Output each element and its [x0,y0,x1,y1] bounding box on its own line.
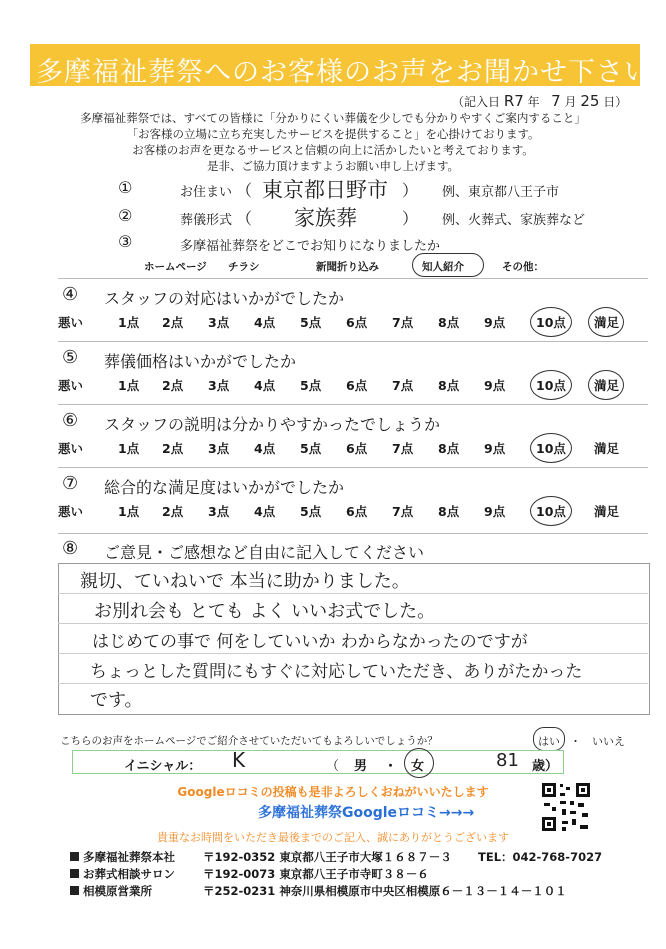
office-hq [70,849,452,865]
rating-option[interactable]: 4点 [254,378,276,393]
q1-open-paren: （ [236,181,253,200]
rating-option[interactable]: 5点 [300,315,322,330]
q3-option-referral: 知人紹介 [422,261,464,273]
comment-rule [58,593,648,594]
comment-rule [58,683,648,684]
section-divider [58,278,648,279]
q1-example: 例、東京都八王子市 [442,185,560,200]
rating-option[interactable]: 1点 [118,315,140,330]
comment-line-5: です。 [90,690,143,711]
rating-option[interactable]: 8点 [438,315,460,330]
q3-label: 多摩福祉葬祭をどこでお知りになりましたか [180,239,441,254]
q2-answer: 家族葬 [294,206,357,230]
rating-option[interactable]: 3点 [208,378,230,393]
rating-option[interactable]: 2点 [162,504,184,519]
rating-option[interactable]: 2点 [162,315,184,330]
publish-no: いいえ [592,735,625,748]
office-salon [70,866,429,882]
google-review-link[interactable]: 多摩福祉葬祭Googleロコミ→→→ [258,805,475,821]
office-sagamihara [70,883,567,899]
rating-question-number: ⑥ [62,410,79,431]
comment-line-2: お別れ会も とても よく いいお式でした。 [94,601,436,622]
rating-option[interactable]: 6点 [346,504,368,519]
rating-option[interactable]: 7点 [392,315,414,330]
rating-option[interactable]: 悪い [58,378,84,393]
rating-option[interactable]: 2点 [162,378,184,393]
rating-option[interactable]: 10点 [536,315,566,330]
office-postal: 〒252-0231 [203,884,276,898]
q8-title: ご意見・ご感想など自由に記入してください [104,543,425,562]
section-divider [58,404,648,405]
comment-line-4: ちょっとした質問にもすぐに対応していただき、ありがたかった [90,662,583,682]
initial-open-paren: （ [326,759,340,774]
office-name: 多摩福祉葬祭本社 [83,850,175,864]
section-divider-8 [58,533,648,534]
rating-option[interactable]: 5点 [300,504,322,519]
gender-dot: ・ [384,759,398,774]
q3-option-homepage: ホームページ [144,261,207,273]
q1-answer: 東京都日野市 [262,178,388,202]
rating-option[interactable]: 9点 [484,315,506,330]
rating-option[interactable]: 9点 [484,441,506,456]
rating-question-number: ④ [62,284,79,305]
gender-male: 男 [354,759,368,774]
date-day-label: 日） [603,95,628,109]
rating-option[interactable]: 4点 [254,315,276,330]
gender-female: 女 [411,759,425,774]
form-title: 多摩福祉葬祭へのお客様のお声をお聞かせ下さい [36,57,652,88]
rating-question-title: スタッフの対応はいかがでしたか [104,289,345,308]
rating-option[interactable]: 4点 [254,441,276,456]
rating-option[interactable]: 満足 [594,441,620,456]
comment-line-3: はじめての事で 何をしていいか わからなかったのですが [92,632,528,652]
rating-option[interactable]: 8点 [438,441,460,456]
office-address: 東京都八王子市大塚１６８７－３ [279,850,452,864]
q2-example: 例、火葬式、家族葬など [442,213,586,228]
q2-number: ② [118,206,133,225]
rating-option[interactable]: 9点 [484,504,506,519]
publish-question: こちらのお声をホームページでご紹介させていただいてもよろしいでしょうか？ [60,735,438,747]
q2-label: 葬儀形式 [180,213,233,228]
date-year-label: 年 [527,95,540,109]
office-address: 東京都八王子市寺町３８－６ [279,867,429,881]
q3-number: ③ [118,232,133,251]
rating-option[interactable]: 4点 [254,504,276,519]
rating-option[interactable]: 10点 [536,441,566,456]
date-day: 25 [580,92,600,110]
date-era: R7 [503,92,524,110]
qr-code-icon[interactable] [540,781,592,833]
rating-option[interactable]: 満足 [594,315,620,330]
google-review-request: Googleロコミの投稿も是非よろしくおねがいいたします [177,785,489,799]
age-label: 歳） [532,759,559,774]
rating-option[interactable]: 悪い [58,441,84,456]
rating-option[interactable]: 6点 [346,315,368,330]
rating-option[interactable]: 悪い [58,504,84,519]
office-postal: 〒192-0073 [203,867,276,881]
office-name: 相模原営業所 [83,884,152,898]
q3-option-other: その他： [502,261,544,273]
entry-date [452,92,627,110]
rating-question-title: 葬儀価格はいかがでしたか [104,352,297,371]
q2-close-paren: ） [402,209,419,228]
rating-question-title: 総合的な満足度はいかがでしたか [104,478,345,497]
rating-option[interactable]: 2点 [162,441,184,456]
date-month: 7 [551,92,561,110]
comment-rule [58,623,648,624]
date-month-label: 月 [564,95,577,109]
rating-question-number: ⑤ [62,347,79,368]
rating-option[interactable]: 7点 [392,441,414,456]
intro-line-2: 「お客様の立場に立ち充実したサービスを提供すること」を心掛けております。 [126,127,540,141]
square-bullet-icon [70,869,79,878]
rating-option[interactable]: 1点 [118,504,140,519]
section-divider [58,341,648,342]
rating-option[interactable]: 3点 [208,441,230,456]
office-address: 神奈川県相模原市中央区相模原６－１３－１４－１０１ [279,884,567,898]
office-name: お葬式相談サロン [83,867,175,881]
initial-label: イニシャル： [124,759,202,774]
publish-yes: はい [538,735,560,748]
rating-option[interactable]: 5点 [300,441,322,456]
rating-option[interactable]: 悪い [58,315,84,330]
intro-line-4: 是非、ご協力頂けますようお願い申し上げます。 [206,159,460,173]
q1-label: お住まい [180,185,233,200]
rating-option[interactable]: 7点 [392,378,414,393]
date-prefix: （記入日 [452,95,501,109]
square-bullet-icon [70,852,79,861]
rating-option[interactable]: 10点 [536,504,566,519]
rating-option[interactable]: 10点 [536,378,566,393]
office-postal: 〒192-0352 [203,850,276,864]
rating-option[interactable]: 7点 [392,504,414,519]
intro-line-3: お客様のお声を更なるサービスと信頼の向上に活かしたいと考えております。 [132,143,534,157]
thanks-message: 貴重なお時間をいただき最後までのご記入、誠にありがとうございます [157,831,509,844]
rating-option[interactable]: 8点 [438,378,460,393]
rating-option[interactable]: 9点 [484,378,506,393]
rating-question-number: ⑦ [62,473,79,494]
q3-option-newspaper: 新聞折り込み [316,261,379,273]
intro-line-1: 多摩福祉葬祭では、すべての皆様に「分かりにくい葬儀を少しでも分かりやすくご案内すること」 [80,111,586,125]
rating-option[interactable]: 1点 [118,441,140,456]
rating-option[interactable]: 3点 [208,504,230,519]
office-hq-tel: TEL：042-768-7027 [478,850,603,864]
section-divider [58,467,648,468]
q2-open-paren: （ [236,209,253,228]
age-value: 81 [496,750,519,771]
rating-option[interactable]: 1点 [118,378,140,393]
rating-option[interactable]: 5点 [300,378,322,393]
square-bullet-icon [70,886,79,895]
q3-option-flyer: チラシ [228,261,260,273]
q1-number: ① [118,178,133,197]
rating-option[interactable]: 8点 [438,504,460,519]
rating-option[interactable]: 満足 [594,378,620,393]
rating-option[interactable]: 6点 [346,378,368,393]
publish-dot: ・ [570,735,581,748]
rating-option[interactable]: 6点 [346,441,368,456]
comment-rule [58,653,648,654]
comment-line-1: 親切、ていねいで 本当に助かりました。 [80,571,410,592]
rating-question-title: スタッフの説明は分かりやすかったでしょうか [104,415,441,434]
rating-option[interactable]: 3点 [208,315,230,330]
q8-number: ⑧ [62,538,79,559]
q1-close-paren: ） [402,181,419,200]
initial-value: K [232,748,246,772]
rating-option[interactable]: 満足 [594,504,620,519]
